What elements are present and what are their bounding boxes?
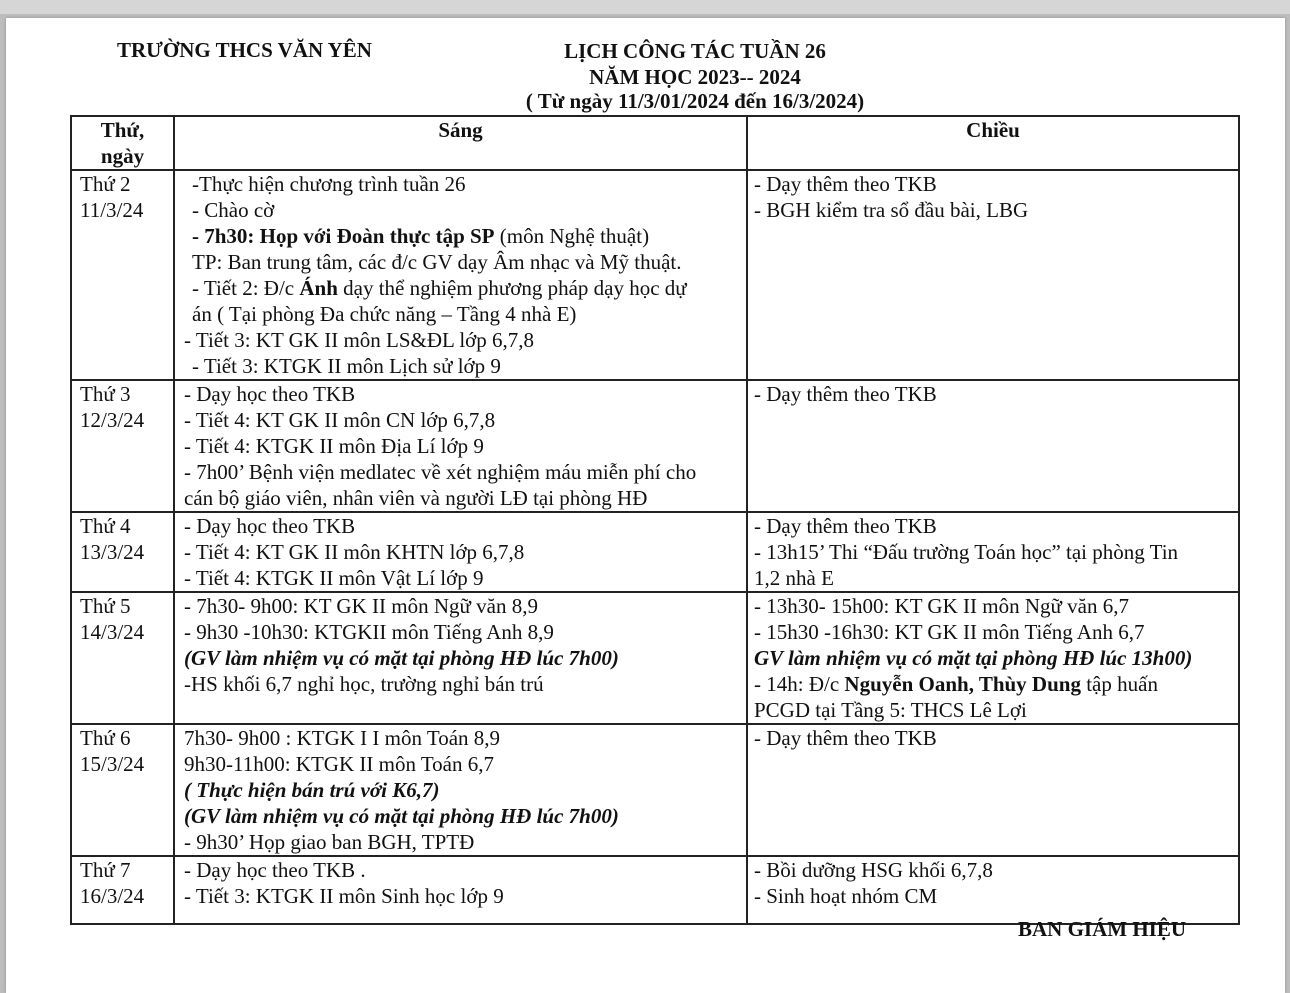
list-item: - 9h30 -10h30: KTGKII môn Tiếng Anh 8,9 — [184, 620, 554, 644]
item-text: (môn Nghệ thuật) — [494, 224, 650, 248]
afternoon-cell — [747, 380, 1239, 512]
list-item: - Tiết 4: KT GK II môn KHTN lớp 6,7,8 — [184, 540, 525, 564]
title-line-1: LỊCH CÔNG TÁC TUẦN 26 — [564, 39, 826, 63]
header-day-line2: ngày — [100, 144, 145, 168]
day-name: Thứ 5 — [80, 594, 131, 618]
day-date: 16/3/24 — [80, 884, 145, 908]
title-block — [405, 38, 985, 114]
list-item: án ( Tại phòng Đa chức năng – Tầng 4 nhà E) — [192, 302, 577, 326]
morning-cell — [174, 724, 747, 856]
day-date: 14/3/24 — [80, 620, 145, 644]
list-item — [181, 275, 740, 301]
list-item: TP: Ban trung tâm, các đ/c GV dạy Âm nhạc và Mỹ thuật. — [192, 250, 682, 274]
day-cell — [71, 380, 174, 512]
list-item: - Tiết 4: KTGK II môn Vật Lí lớp 9 — [184, 566, 484, 590]
day-name: Thứ 3 — [80, 382, 131, 406]
list-item — [754, 671, 1232, 697]
list-item: 9h30-11h00: KTGK II môn Toán 6,7 — [184, 752, 494, 776]
list-item: 1,2 nhà E — [754, 566, 834, 590]
school-name: TRƯỜNG THCS VĂN YÊN — [117, 38, 372, 62]
list-item: - Dạy thêm theo TKB — [754, 382, 937, 406]
day-cell — [71, 724, 174, 856]
afternoon-cell — [747, 856, 1239, 924]
header-morning: Sáng — [174, 116, 747, 170]
list-item: - 13h15’ Thi “Đấu trường Toán học” tại phòng Tin — [754, 540, 1179, 564]
afternoon-cell — [747, 170, 1239, 380]
list-item: - 13h30- 15h00: KT GK II môn Ngữ văn 6,7 — [754, 594, 1129, 618]
list-item: 7h30- 9h00 : KTGK I I môn Toán 8,9 — [184, 726, 501, 750]
day-cell — [71, 856, 174, 924]
day-name: Thứ 7 — [80, 858, 131, 882]
list-item: - Sinh hoạt nhóm CM — [754, 884, 938, 908]
afternoon-cell — [747, 592, 1239, 724]
day-date: 11/3/24 — [80, 198, 144, 222]
list-item: - 7h00’ Bệnh viện medlatec về xét nghiệm máu miễn phí cho — [184, 460, 697, 484]
list-item: (GV làm nhiệm vụ có mặt tại phòng HĐ lúc 7h00) — [184, 804, 619, 828]
day-date: 13/3/24 — [80, 540, 145, 564]
header-day — [71, 116, 174, 170]
list-item: - 7h30- 9h00: KT GK II môn Ngữ văn 8,9 — [184, 594, 538, 618]
header-afternoon: Chiều — [747, 116, 1239, 170]
list-item: - Bồi dưỡng HSG khối 6,7,8 — [754, 858, 993, 882]
title-line-3: ( Từ ngày 11/3/01/2024 đến 16/3/2024) — [525, 89, 865, 113]
list-item: - Tiết 4: KTGK II môn Địa Lí lớp 9 — [184, 434, 484, 458]
afternoon-cell — [747, 724, 1239, 856]
morning-cell — [174, 380, 747, 512]
table-row — [71, 724, 1239, 856]
header-day-line1: Thứ, — [100, 118, 145, 142]
list-item: GV làm nhiệm vụ có mặt tại phòng HĐ lúc 13h00) — [754, 646, 1193, 670]
day-date: 12/3/24 — [80, 408, 145, 432]
list-item: - Dạy thêm theo TKB — [754, 514, 937, 538]
table-row — [71, 856, 1239, 924]
list-item: ( Thực hiện bán trú với K6,7) — [184, 778, 440, 802]
item-text: - 14h: Đ/c — [754, 672, 845, 696]
day-name: Thứ 4 — [80, 514, 131, 538]
item-text: dạy thể nghiệm phương pháp dạy học dự — [337, 276, 687, 300]
morning-cell — [174, 512, 747, 592]
list-item — [181, 223, 740, 249]
table-header-row — [71, 116, 1239, 170]
list-item: - Dạy học theo TKB . — [184, 858, 366, 882]
list-item: - 15h30 -16h30: KT GK II môn Tiếng Anh 6,7 — [754, 620, 1145, 644]
table-row — [71, 170, 1239, 380]
list-item: -Thực hiện chương trình tuần 26 — [192, 172, 466, 196]
list-item: - Tiết 3: KTGK II môn Sinh học lớp 9 — [184, 884, 504, 908]
table-row — [71, 592, 1239, 724]
list-item: -HS khối 6,7 nghỉ học, trường nghỉ bán trú — [184, 672, 544, 696]
morning-cell — [174, 170, 747, 380]
item-text: - Tiết 2: Đ/c — [192, 276, 300, 300]
day-cell — [71, 170, 174, 380]
table-row — [71, 512, 1239, 592]
title-line-2: NĂM HỌC 2023-- 2024 — [589, 65, 801, 89]
item-text: tập huấn — [1080, 672, 1158, 696]
day-name: Thứ 6 — [80, 726, 131, 750]
list-item: - Tiết 3: KT GK II môn LS&ĐL lớp 6,7,8 — [184, 328, 535, 352]
day-date: 15/3/24 — [80, 752, 145, 776]
list-item: - 9h30’ Họp giao ban BGH, TPTĐ — [184, 830, 475, 854]
list-item: (GV làm nhiệm vụ có mặt tại phòng HĐ lúc 7h00) — [184, 646, 619, 670]
day-name: Thứ 2 — [80, 172, 131, 196]
highlight-text: Ánh — [299, 276, 338, 300]
top-band — [0, 0, 1290, 14]
list-item: - Dạy thêm theo TKB — [754, 172, 937, 196]
list-item: - Dạy học theo TKB — [184, 514, 356, 538]
list-item: - Tiết 4: KT GK II môn CN lớp 6,7,8 — [184, 408, 496, 432]
afternoon-cell — [747, 512, 1239, 592]
morning-cell — [174, 856, 747, 924]
table-row — [71, 380, 1239, 512]
list-item: - Dạy thêm theo TKB — [754, 726, 937, 750]
day-cell — [71, 592, 174, 724]
highlight-text: - 7h30: Họp với Đoàn thực tập SP — [192, 224, 495, 248]
morning-cell — [174, 592, 747, 724]
day-cell — [71, 512, 174, 592]
list-item: PCGD tại Tầng 5: THCS Lê Lợi — [754, 698, 1027, 722]
list-item: - BGH kiểm tra sổ đầu bài, LBG — [754, 198, 1029, 222]
list-item: - Tiết 3: KTGK II môn Lịch sử lớp 9 — [192, 354, 501, 378]
highlight-text: Nguyễn Oanh, Thùy Dung — [844, 672, 1081, 696]
schedule-table — [70, 115, 1240, 925]
list-item: cán bộ giáo viên, nhân viên và người LĐ tại phòng HĐ — [184, 486, 648, 510]
list-item: - Dạy học theo TKB — [184, 382, 356, 406]
signature-label: BAN GIÁM HIỆU — [1018, 917, 1187, 941]
list-item: - Chào cờ — [192, 198, 275, 222]
